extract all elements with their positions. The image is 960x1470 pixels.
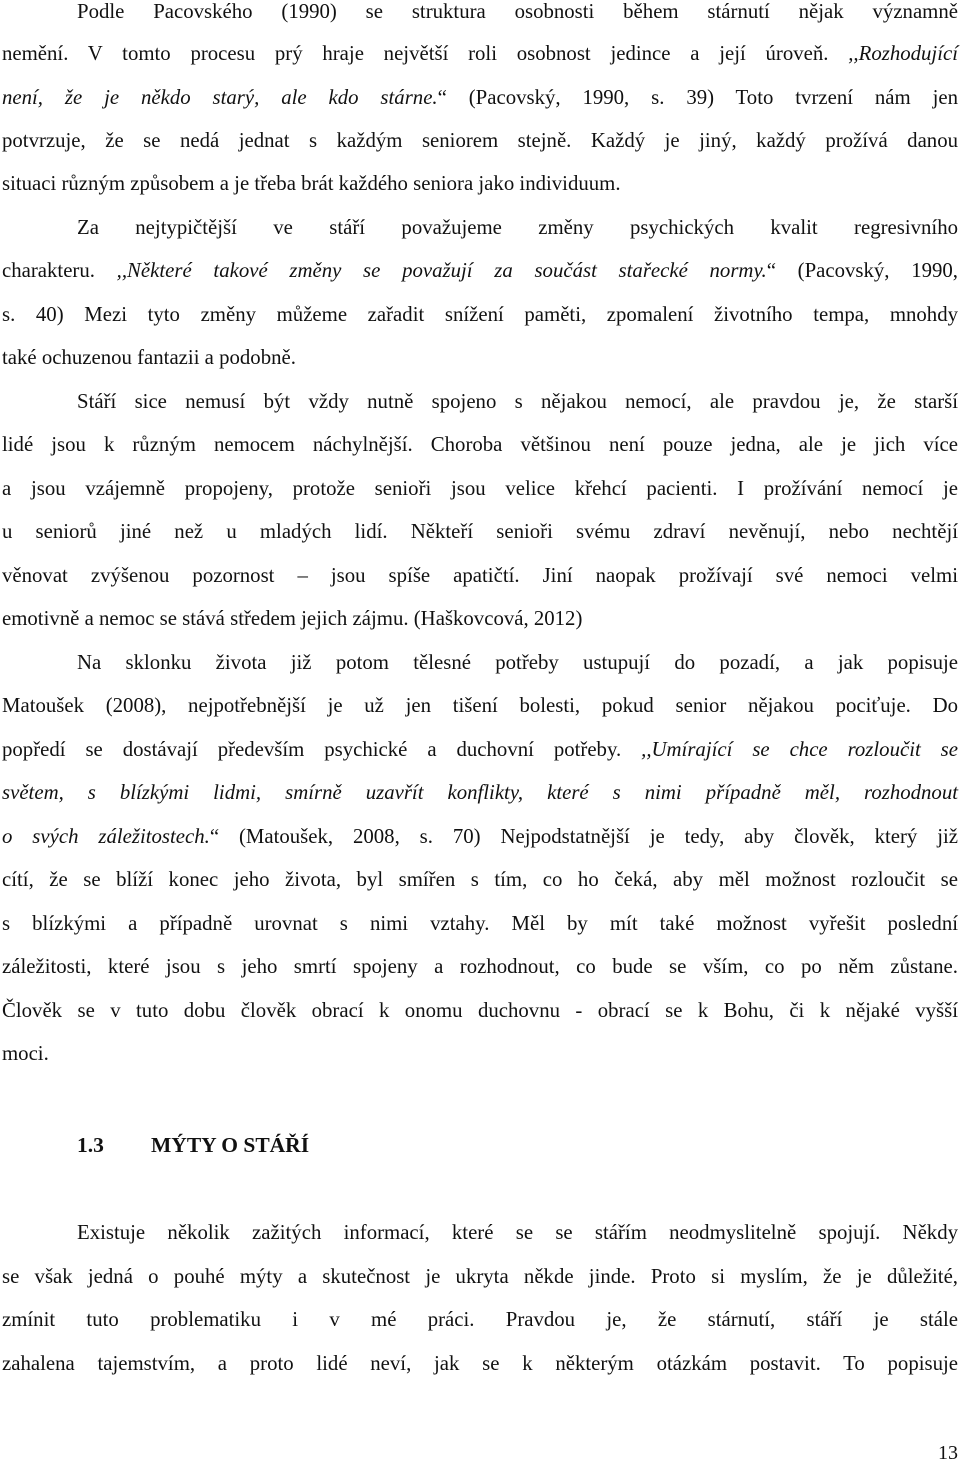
section-number: 1.3 xyxy=(77,1133,104,1157)
text-line: s. 40) Mezi tyto změny můžeme zařadit snížení paměti, zpomalení životního tempa, mnohdy xyxy=(2,303,958,326)
text-line: lidé jsou k různým nemocem náchylnější. Choroba většinou není pouze jedna, ale je jich více xyxy=(2,433,958,456)
text-line: Stáří sice nemusí být vždy nutně spojeno s nějakou nemocí, ale pravdou je, že starší xyxy=(77,390,958,413)
text-line xyxy=(2,736,958,764)
text-line: a jsou vzájemně propojeny, protože senioři jsou velice křehcí pacienti. I prožívání nemocí je xyxy=(2,477,958,500)
text-line: Podle Pacovského (1990) se struktura osobnosti během stárnutí nějak významně xyxy=(77,0,958,23)
text-line: moci. xyxy=(2,1042,49,1065)
text-line: věnovat zvýšenou pozornost – jsou spíše apatičtí. Jiní naopak prožívají své nemoci velmi xyxy=(2,564,958,587)
quote-run: o svých záležitostech. xyxy=(2,825,210,848)
text-line: Existuje několik zažitých informací, které se se stářím neodmyslitelně spojují. Někdy xyxy=(77,1221,958,1244)
quote-run: není, že je někdo starý, ale kdo stárne. xyxy=(2,86,438,109)
text-line: situaci různým způsobem a je třeba brát každého seniora jako individuum. xyxy=(2,172,621,195)
text-line xyxy=(2,779,958,807)
text-line: cítí, že se blíží konec jeho života, byl smířen s tím, co ho čeká, aby měl možnost rozloučit se xyxy=(2,868,958,891)
text-line: Na sklonku života již potom tělesné potřeby ustupují do pozadí, a jak popisuje xyxy=(77,651,958,674)
text-line: s blízkými a případně urovnat s nimi vztahy. Měl by mít také možnost vyřešit poslední xyxy=(2,912,958,935)
quote-run: ,,Umírající se chce rozloučit se xyxy=(641,738,959,761)
text-line: záležitosti, které jsou s jeho smrtí spojeny a rozhodnout, co bude se vším, co po něm zůstane. xyxy=(2,955,958,978)
text-run: charakteru. xyxy=(2,259,117,282)
text-line: emotivně a nemoc se stává středem jejich zájmu. (Haškovcová, 2012) xyxy=(2,607,583,630)
quote-run: ,,Některé takové změny se považují za součást stařecké normy. xyxy=(116,259,767,282)
text-run: “ (Pacovský, 1990, xyxy=(766,259,958,282)
text-line: zahalena tajemstvím, a proto lidé neví, jak se k některým otázkám postavit. To popisuje xyxy=(2,1352,958,1375)
text-line: potvrzuje, že se nedá jednat s každým seniorem stejně. Každý je jiný, každý prožívá danou xyxy=(2,129,958,152)
text-line xyxy=(2,257,958,285)
text-line: Člověk se v tuto dobu člověk obrací k onomu duchovnu - obrací se k Bohu, či k nějaké vyšší xyxy=(2,999,958,1022)
text-line: se však jedná o pouhé mýty a skutečnost je ukryta někde jinde. Proto si myslím, že je důležité, xyxy=(2,1265,958,1288)
text-line: u seniorů jiné než u mladých lidí. Někteří senioři svému zdraví nevěnují, nebo nechtějí xyxy=(2,520,958,543)
quote-run: světem, s blízkými lidmi, smírně uzavřít konflikty, které s nimi případně měl, rozhodnout xyxy=(2,781,958,804)
text-line xyxy=(2,823,958,851)
text-line: zmínit tuto problematiku i v mé práci. Pravdou je, že stárnutí, stáří je stále xyxy=(2,1308,958,1331)
section-heading xyxy=(77,1131,677,1159)
text-line: také ochuzenou fantazii a podobně. xyxy=(2,346,296,369)
section-title: MÝTY O STÁŘÍ xyxy=(151,1133,310,1157)
page-number: 13 xyxy=(938,1442,958,1464)
text-run: “ (Pacovský, 1990, s. 39) Toto tvrzení nám jen xyxy=(437,86,958,109)
text-run: “ (Matoušek, 2008, s. 70) Nejpodstatnější je tedy, aby člověk, který již xyxy=(209,825,958,848)
text-line xyxy=(2,84,958,112)
text-line: Za nejtypičtější ve stáří považujeme změny psychických kvalit regresivního xyxy=(77,216,958,239)
text-run: popředí se dostávají především psychické a duchovní potřeby. xyxy=(2,738,642,761)
text-run: nemění. V tomto procesu prý hraje největší roli osobnost jedince a její úroveň. xyxy=(2,42,849,65)
text-line xyxy=(2,40,958,68)
quote-run: ,,Rozhodující xyxy=(848,42,958,65)
text-line: Matoušek (2008), nejpotřebnější je už jen tišení bolesti, pokud senior nějakou pociťuje. Do xyxy=(2,694,958,717)
